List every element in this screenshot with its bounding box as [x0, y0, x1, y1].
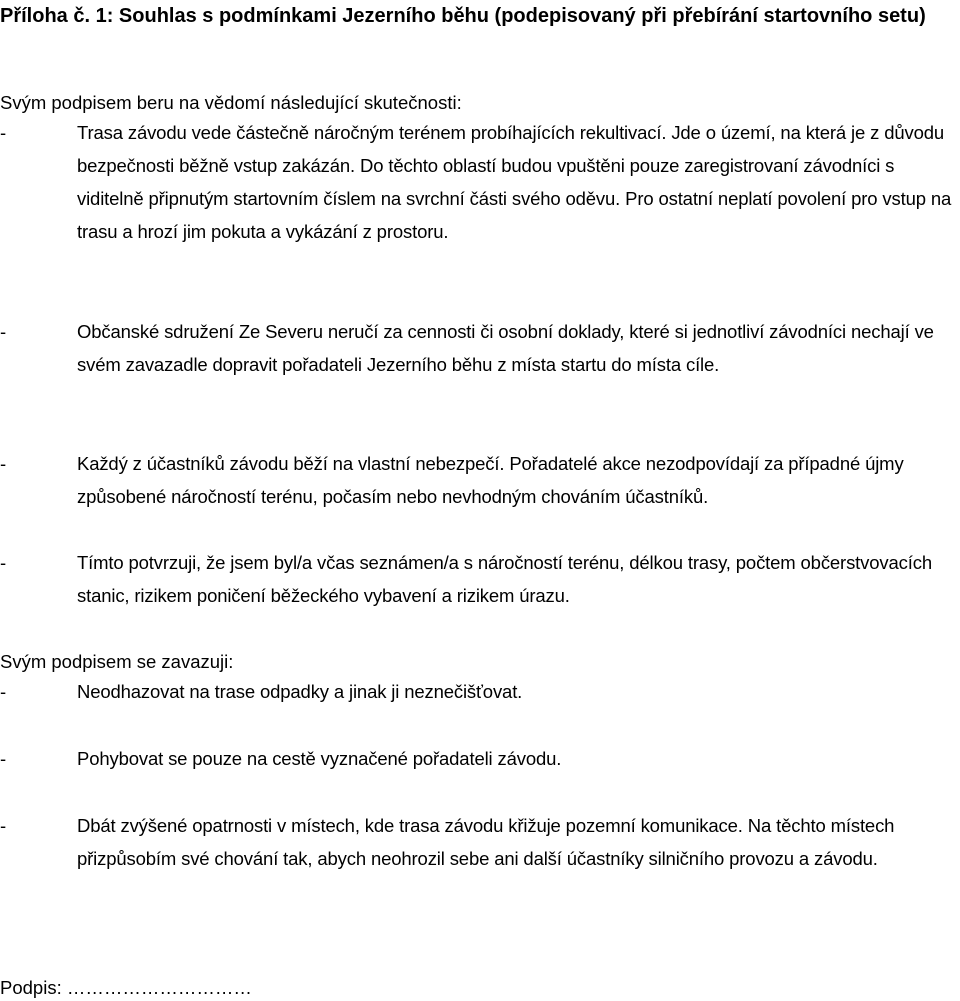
list-bullet: - [0, 815, 7, 836]
list-bullet: - [0, 453, 7, 474]
list-item [0, 116, 960, 286]
list-item [0, 742, 960, 777]
list-bullet: - [0, 552, 7, 573]
signature-field: ………………………… [66, 977, 252, 998]
list-item [0, 315, 960, 415]
list-item-text: Tímto potvrzuji, že jsem byl/a včas seznámen/a s náročností terénu, délkou trasy, počtem občerstvovacích stanic, rizikem poničení běžeckého vybavení a rizikem úrazu. [77, 552, 932, 606]
list-bullet: - [0, 321, 7, 342]
list-item-text: Občanské sdružení Ze Severu neručí za cennosti či osobní doklady, které si jednotliví závodníci nechají ve svém zavazadle dopravit pořadateli Jezerního běhu z místa startu do místa cíle. [77, 321, 934, 375]
list-item [0, 546, 960, 616]
list-item-text: Neodhazovat na trase odpadky a jinak ji neznečišťovat. [77, 681, 523, 702]
list-item-text: Trasa závodu vede částečně náročným terénem probíhajících rekultivací. Jde o území, na která je z důvodu bezpečnosti běžně vstup zakázán. Do těchto oblastí budou vpuštěni pouze zaregistrovaní závodníci s viditelně připnutým startovním číslem na svrchní části svého oděvu. Pro ostatní neplatí povolení pro vstup na trasu a hrozí jim pokuta a vykázání z prostoru. [77, 122, 952, 242]
list-item-text: Dbát zvýšené opatrnosti v místech, kde trasa závodu křižuje pozemní komunikace. Na těchto místech přizpůsobím své chování tak, abych neohrozil sebe ani další účastníky silničního provozu a závodu. [77, 815, 895, 869]
list-bullet: - [0, 681, 7, 702]
section2-heading: Svým podpisem se zavazuji: [0, 651, 234, 672]
signature-line [0, 975, 252, 1001]
list-item [0, 809, 960, 909]
list-item [0, 675, 960, 710]
section1-heading: Svým podpisem beru na vědomí následující skutečnosti: [0, 92, 462, 113]
list-bullet: - [0, 122, 7, 143]
signature-label: Podpis: [0, 977, 62, 998]
list-item-text: Pohybovat se pouze na cestě vyznačené pořadateli závodu. [77, 748, 562, 769]
list-bullet: - [0, 748, 7, 769]
list-item-text: Každý z účastníků závodu běží na vlastní nebezpečí. Pořadatelé akce nezodpovídají za případné újmy způsobené náročností terénu, počasím nebo nevhodným chováním účastníků. [77, 453, 904, 507]
document-title: Příloha č. 1: Souhlas s podmínkami Jezerního běhu (podepisovaný při přebírání startovního setu) [0, 5, 926, 27]
list-item [0, 447, 960, 517]
